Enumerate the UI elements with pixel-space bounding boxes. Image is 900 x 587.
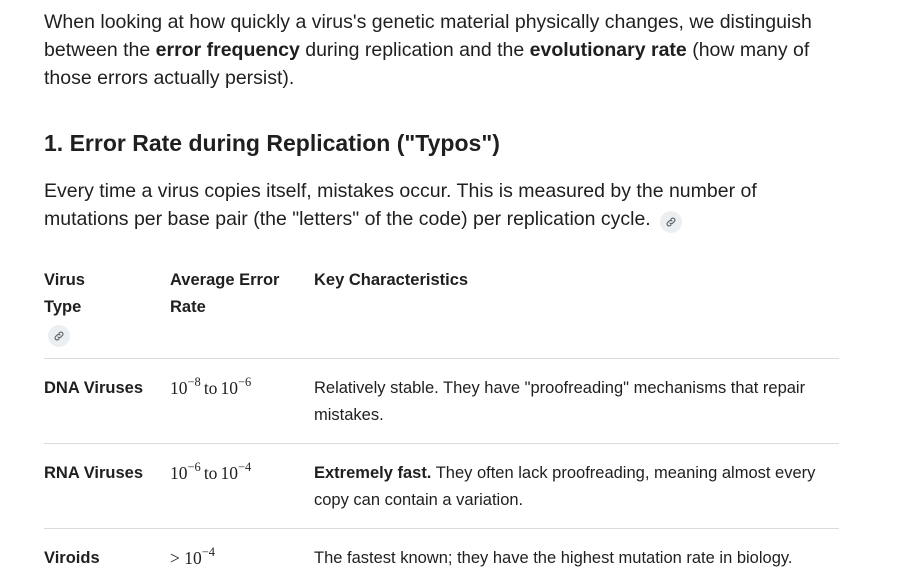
header-error-rate (170, 261, 314, 359)
section-paragraph-text: Every time a virus copies itself, mistakes occur. This is measured by the number of mutations per base pair (the "letters" of the code) per replication cycle. (44, 180, 757, 230)
section-heading: 1. Error Rate during Replication ("Typos") (44, 128, 844, 158)
header-virus-type-label: Virus Type (44, 271, 85, 316)
virus-type-cell: Viroids (44, 529, 170, 587)
header-error-rate-label: Average Error Rate (170, 267, 295, 321)
error-rate-table (44, 261, 839, 587)
characteristics-cell: Relatively stable. They have "proofreading" mechanisms that repair mistakes. (314, 359, 839, 444)
virus-type-cell: DNA Viruses (44, 359, 170, 444)
section-paragraph (44, 177, 844, 233)
link-icon[interactable] (48, 325, 70, 347)
characteristics-cell: The fastest known; they have the highest mutation rate in biology. (314, 529, 839, 587)
error-rate-cell (170, 444, 314, 529)
intro-bold-term: error frequency (156, 39, 300, 61)
error-rate-formula: $10^{-8}$ to $10^{-6}$ (170, 378, 251, 398)
header-virus-type (44, 261, 170, 359)
error-rate-formula: $10^{-6}$ to $10^{-4}$ (170, 463, 251, 483)
table-row (44, 359, 839, 444)
intro-paragraph (44, 0, 844, 92)
intro-bold-term: evolutionary rate (530, 39, 687, 61)
characteristics-cell: Extremely fast. They often lack proofreading, meaning almost every copy can contain a variation. (314, 444, 839, 529)
link-icon[interactable] (660, 211, 682, 233)
intro-text: When looking at how quickly a virus's genetic material physically changes, we distinguish between the (44, 11, 812, 61)
table-row (44, 444, 839, 529)
intro-text: during replication and the (300, 39, 530, 61)
error-rate-cell (170, 359, 314, 444)
virus-type-cell: RNA Viruses (44, 444, 170, 529)
error-rate-formula: > $10^{-4}$ (170, 548, 215, 568)
header-characteristics: Key Characteristics (314, 261, 839, 359)
intro-text: (how many of those errors actually persist). (44, 39, 809, 89)
table-header-row (44, 261, 839, 359)
